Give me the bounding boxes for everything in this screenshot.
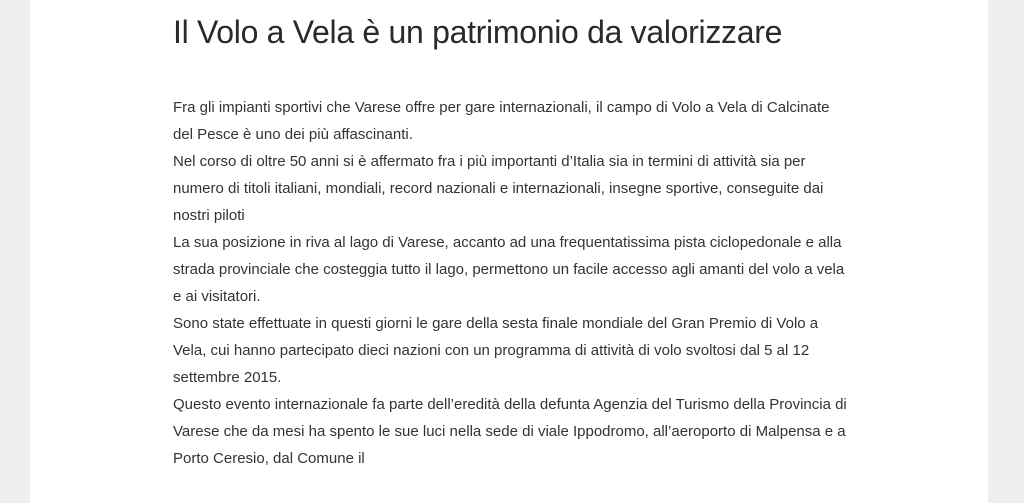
page-content: [30, 0, 988, 503]
article-body: [173, 94, 853, 472]
article-paragraph: Questo evento internazionale fa parte dell’eredità della defunta Agenzia del Turismo della Provincia di Varese che da mesi ha spento le sue luci nella sede di viale Ippodromo, all’aeroporto di Malpensa e a Porto Ceresio, dal Comune il: [173, 396, 847, 467]
article-paragraph: Nel corso di oltre 50 anni si è affermato fra i più importanti d’Italia sia in termini di attività sia per numero di titoli italiani, mondiali, record nazionali e internazionali, insegne sportive, conseguite dai nostri piloti: [173, 153, 824, 224]
article-paragraph: Sono state effettuate in questi giorni le gare della sesta finale mondiale del Gran Premio di Volo a Vela, cui hanno partecipato dieci nazioni con un programma di attività di volo svoltosi dal 5 al 12 settembre 2015.: [173, 315, 819, 386]
article-paragraph: La sua posizione in riva al lago di Varese, accanto ad una frequentatissima pista ciclopedonale e alla strada provinciale che costeggia tutto il lago, permettono un facile accesso agli amanti del volo a vela e ai visitatori.: [173, 234, 845, 305]
article: [173, 10, 853, 472]
article-title: Il Volo a Vela è un patrimonio da valorizzare: [173, 14, 783, 50]
article-paragraph: Fra gli impianti sportivi che Varese offre per gare internazionali, il campo di Volo a Vela di Calcinate del Pesce è uno dei più affascinanti.: [173, 99, 830, 143]
